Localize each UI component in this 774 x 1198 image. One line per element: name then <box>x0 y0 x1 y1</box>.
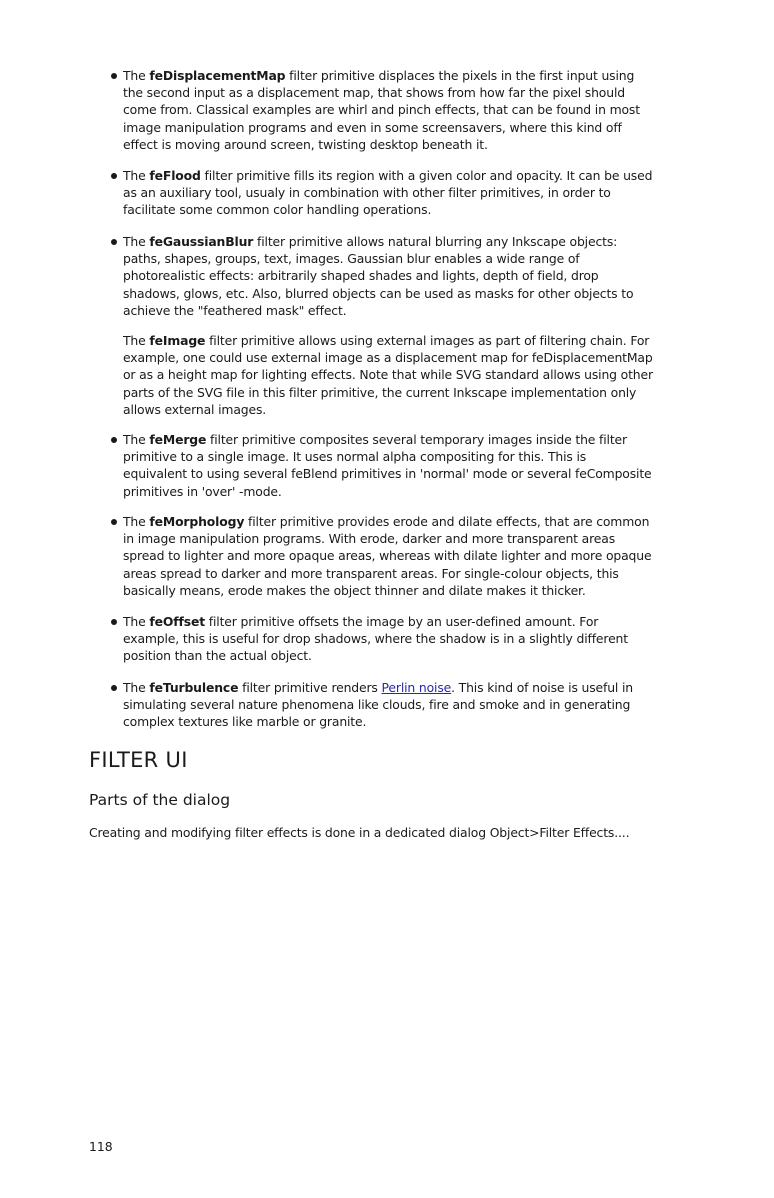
bullet-icon <box>111 239 117 245</box>
subsection-heading: Parts of the dialog <box>89 791 231 809</box>
item-term: feMerge <box>149 432 207 447</box>
list-item-feoffset <box>123 613 653 665</box>
item-term: feDisplacementMap <box>149 68 286 83</box>
bullet-icon <box>111 619 117 625</box>
list-item-fegaussianblur <box>123 233 653 319</box>
item-pre: The <box>123 680 150 695</box>
bullet-icon <box>111 685 117 691</box>
perlin-noise-link[interactable]: Perlin noise <box>381 680 452 695</box>
item-text: filter primitive offsets the image by an user-defined amount. For example, this is useful for drop shadows, where the shadow is in a slightly different position than the actual object. <box>123 614 628 664</box>
list-item-fedisplacementmap <box>123 67 653 153</box>
bullet-icon <box>111 437 117 443</box>
item-term: feFlood <box>149 168 201 183</box>
list-item-femorphology <box>123 513 653 599</box>
bullet-icon <box>111 73 117 79</box>
item-text: filter primitive allows using external images as part of filtering chain. For example, one could use external image as a displacement map for feDisplacementMap or as a height map for lighting effects. Note that while SVG standard allows using other parts of the SVG file in this filter primitive, the current Inkscape implementation only allows external images. <box>123 333 653 417</box>
item-pre: The <box>123 168 150 183</box>
item-text: filter primitive fills its region with a given color and opacity. It can be used as an auxiliary tool, usualy in combination with other filter primitives, in order to facilitate some common color handling operations. <box>123 168 653 218</box>
item-pre: The <box>123 614 150 629</box>
item-text: filter primitive allows natural blurring any Inkscape objects: paths, shapes, groups, text, images. Gaussian blur enables a wide range of photorealistic effects: arbitrarily shaped shades and lights, depth of field, drop shadows, glows, etc. Also, blurred objects can be used as masks for other objects to achieve the "feathered mask" effect. <box>123 234 634 318</box>
paragraph: Creating and modifying filter effects is done in a dedicated dialog Object>Filter Effects.... <box>89 825 630 840</box>
list-item-feturbulence <box>123 679 653 731</box>
bullet-icon <box>111 173 117 179</box>
bullet-icon <box>111 519 117 525</box>
item-term: feMorphology <box>149 514 245 529</box>
item-pre: The <box>123 234 150 249</box>
list-item-feflood <box>123 167 653 219</box>
item-text: filter primitive provides erode and dilate effects, that are common in image manipulation programs. With erode, darker and more transparent areas spread to lighter and more opaque areas, whereas with dilate lighter and more opaque areas spread to darker and more transparent areas. For single-colour objects, this basically means, erode makes the object thinner and dilate makes it thicker. <box>123 514 652 598</box>
section-heading: FILTER UI <box>89 748 188 772</box>
page-number: 118 <box>89 1139 113 1154</box>
item-pre: The <box>123 68 150 83</box>
item-text: filter primitive displaces the pixels in the first input using the second input as a displacement map, that shows from how far the pixel should come from. Classical examples are whirl and pinch effects, that can be found in most image manipulation programs and even in some screensavers, where this kind off effect is moving around screen, twisting desktop beneath it. <box>123 68 640 152</box>
item-pre: The <box>123 514 150 529</box>
item-text: filter primitive renders <box>238 680 382 695</box>
item-term: feOffset <box>149 614 206 629</box>
item-term: feTurbulence <box>149 680 239 695</box>
item-term: feImage <box>149 333 206 348</box>
item-pre: The <box>123 432 150 447</box>
list-item-femerge <box>123 431 653 500</box>
item-term: feGaussianBlur <box>149 234 254 249</box>
item-text: . This kind of noise is useful in simulating several nature phenomena like clouds, fire and smoke and in generating complex textures like marble or granite. <box>123 680 634 730</box>
list-item-feimage <box>123 332 653 418</box>
item-pre: The <box>123 333 150 348</box>
item-text: filter primitive composites several temporary images inside the filter primitive to a single image. It uses normal alpha compositing for this. This is equivalent to using several feBlend primitives in 'normal' mode or several feComposite primitives in 'over' -mode. <box>123 432 652 499</box>
